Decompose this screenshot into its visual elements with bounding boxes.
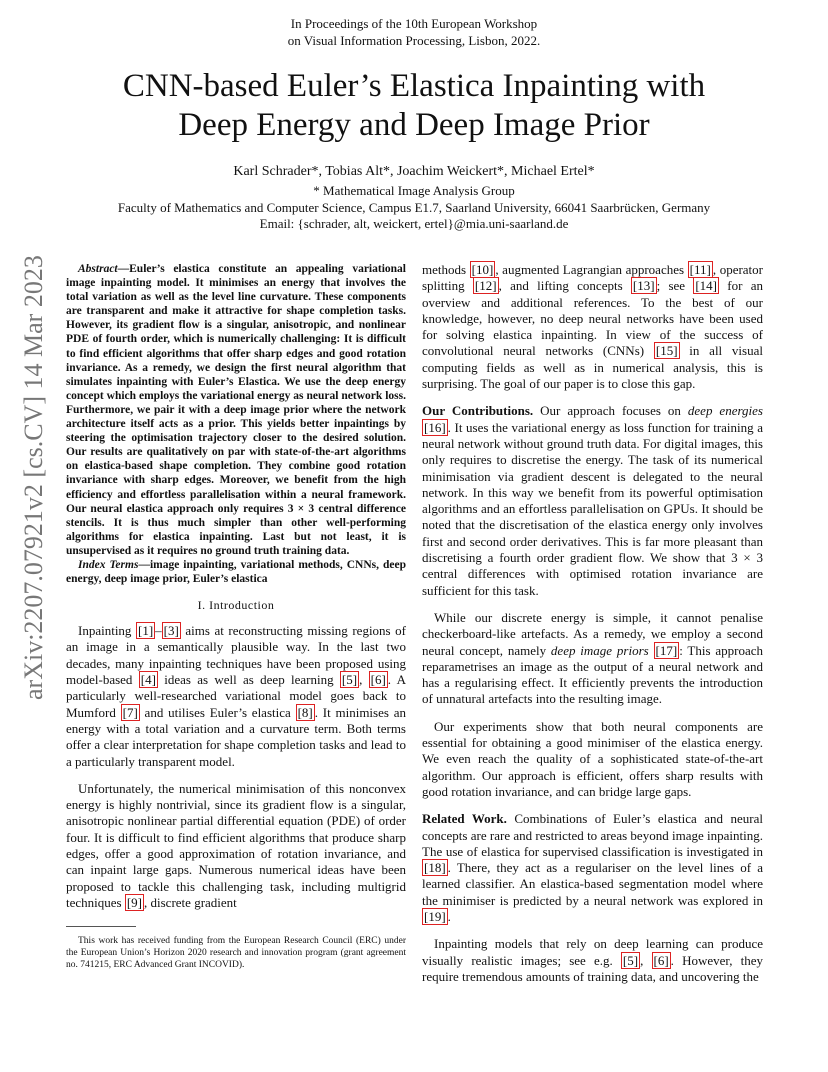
right-column [422,262,763,985]
citation-link[interactable]: [13] [632,278,655,294]
deep-learning-paragraph [422,936,763,985]
index-terms-text: —image inpainting, variational methods, CNNs, deep energy, deep image prior, Euler’s elastica [66,558,406,586]
citation-link[interactable]: [3] [163,623,179,639]
citation-link[interactable]: [8] [297,704,313,720]
citation-link[interactable]: [5] [341,672,358,688]
funding-footnote: This work has received funding from the European Research Council (ERC) under the European Union’s Horizon 2020 research and innovation program (grant agreement no. 741215, ERC Advanced Grant INCOVID). [66,936,406,970]
citation-link[interactable]: [17] [655,642,678,658]
text-run: . [447,908,451,924]
citation-link[interactable]: [9] [126,894,143,910]
venue-line [0,15,828,49]
text-run: – [155,623,162,639]
venue-line-2: on Visual Information Processing, Lisbon, 2022. [287,33,541,48]
author-list: Karl Schrader*, Tobias Alt*, Joachim Weickert*, Michael Ertel* [233,164,595,179]
intro-paragraph-2 [66,781,406,911]
footnote-rule [66,926,136,927]
text-run: . There, they act as a regulariser on the level lines of a learned classifier. An elastica-based segmentation model where the minimiser is predicted by a neural network was explored in [422,860,763,908]
text-run: While our discrete energy is simple, it cannot penalise checkerboard-like artefacts. As a remedy, we employ a second neural concept, namely [422,609,763,658]
citation-link[interactable]: [18] [424,860,446,876]
text-run: Inpainting [78,623,136,639]
citation-link[interactable]: [10] [471,262,494,277]
faculty-address: Faculty of Mathematics and Computer Science, Campus E1.7, Saarland University, 66041 Saarbrücken, Germany [117,200,711,215]
text-run: , operator splitting [422,262,763,294]
citation-link[interactable]: [6] [370,672,386,688]
related-work-label: Related Work. [422,811,507,827]
citation-link[interactable]: [14] [695,278,718,294]
citation-link[interactable]: [7] [122,704,138,720]
citation-link[interactable]: [5] [622,952,639,968]
arxiv-stamp-text: arXiv:2207.07921v2 [cs.CV] 14 Mar 2023 [19,255,48,700]
abstract-label: Abstract [78,263,118,275]
text-run: , [359,672,369,688]
index-terms-label: Index Terms [78,558,139,571]
text-run: . It uses the variational energy as loss function for training a neural network without ground truth data. For digital images, this only requires to discretise the energy. The task of its numerical minimisation via gradient descent is delegated to the neural network. In this way we benefit from its powerful optimisation algorithms and an effortless parallelisation on GPUs. It should be noted that the discretisation of the elastica energy only involves first and second order derivatives. This is far more pleasant than discretising a fourth order gradient flow. We show that 3 × 3 central differences with optimised rotation invariance are sufficient for this task. [422,419,763,598]
text-run: Inpainting models that rely on deep learning can produce visually realistic images; see e.g. [422,936,763,968]
text-run: deep image priors [550,642,649,658]
index-terms [66,558,406,586]
affiliation-group: * Mathematical Image Analysis Group [313,183,515,198]
abstract [66,262,406,558]
text-run: : This approach reparametrises an image as the output of a neural network and has a regularising effect. It efficiently prevents the introduction of unnatural artefacts into the resulting image. [422,642,763,707]
text-run: and utilises Euler’s elastica [139,704,296,720]
intro-paragraph-1 [66,623,406,770]
text-run: methods [422,262,470,277]
text-run: ; see [656,278,694,294]
text-run: , augmented Lagrangian approaches [495,262,688,277]
related-work-paragraph [422,811,763,925]
citation-link[interactable]: [12] [474,278,497,294]
citation-link[interactable]: [11] [689,262,711,277]
arxiv-stamp [7,255,48,700]
text-run: . A particularly well-researched variational model goes back to Mumford [66,672,407,720]
intro-paragraph-2-continued [422,262,763,392]
title-line-1: CNN-based Euler’s Elastica Inpainting with [122,68,706,104]
abstract-text: —Euler’s elastica constitute an appealing variational image inpainting model. It minimises an energy that involves the total variation as well as the level line curvature. These components are transparent and make it attractive for shape completion tasks. However, its gradient flow is a singular, anisotropic, and nonlinear PDE of fourth order, which is numerically challenging: It is difficult to find efficient algorithms that offer sharp edges and good rotation invariance. As a remedy, we design the first neural algorithm that simulates inpainting with Euler’s Elastica. We use the deep energy concept which employs the variational energy as neural network loss. Furthermore, we pair it with a deep image prior where the network architecture itself acts as a prior. This yields better inpaintings by steering the optimisation trajectory closer to the desired solution. Our results are qualitatively on par with state-of-the-art algorithms on elastica-based shape completion. They combine good rotation invariance with sharp edges. Moreover, we benefit from the high efficiency and effortless parallelisation within a neural framework. Our neural elastica approach only requires 3 × 3 central difference stencils. It is thus much simpler than other well-performing algorithms for elastica inpainting. Last but not least, it is unsupervised as it requires no ground truth training data. [66,263,406,557]
paper-title [0,67,828,145]
left-column [66,262,406,911]
section-heading-introduction: I. Introduction [197,598,275,613]
text-run [649,643,654,658]
title-line-2: Deep Energy and Deep Image Prior [178,107,650,143]
text-run: Our approach focuses on [533,403,688,419]
text-run: Unfortunately, the numerical minimisation of this nonconvex energy is highly nontrivial, since its gradient flow is a singular, anisotropic nonlinear partial differential equation (PDE) of order four. It is difficult to find efficient algorithms that produce sharp edges, offer a good approximation of rotation invariance, and can inpaint large gaps. Numerous numerical ideas have been proposed to tackle this challenging task, including multigrid techniques [66,780,406,910]
text-run: Combinations of Euler’s elastica and neural concepts are rare and restricted to areas beyond image inpainting. The use of elastica for supervised classification is investigated in [422,811,763,859]
citation-link[interactable]: [6] [653,952,669,968]
text-run: in all visual computing fields as well as in numerical analysis, this is surprising. The goal of our paper is to close this gap. [422,343,763,392]
text-run: , discrete gradient [144,894,237,910]
text-run: . However, they require tremendous amounts of training data, and uncovering the [422,952,763,984]
citation-link[interactable]: [15] [655,343,678,359]
experiments-paragraph: Our experiments show that both neural components are essential for obtaining a good minimiser of the elastica energy. We even reach the quality of a sophisticated state-of-the-art algorithm. Our approach is efficient, offers sharp results with good rotation invariance, and can bridge large gaps. [422,718,763,799]
citation-link[interactable]: [4] [140,672,156,688]
citation-link[interactable]: [19] [424,908,446,924]
deep-image-prior-paragraph [422,610,763,708]
text-run: for an overview and additional references. To the best of our knowledge, however, no deep neural networks have been used for solving elastica inpainting. In view of the success of convolutional neural networks (CNNs) [422,278,763,359]
citation-link[interactable]: [1] [138,623,154,639]
text-run: ideas as well as deep learning [157,672,340,688]
text-run: , [640,952,652,968]
author-email: Email: {schrader, alt, weickert, ertel}@mia.uni-saarland.de [259,216,569,231]
venue-line-1: In Proceedings of the 10th European Workshop [290,16,538,31]
text-run: deep energies [687,403,763,419]
text-run: . It minimises an energy with a total variation and a curvature term. Both terms offer a clear interpretation for shape completion tasks and lead to a particularly transparent model. [66,704,406,769]
citation-link[interactable]: [16] [424,419,446,435]
contributions-paragraph [422,403,763,599]
contributions-label: Our Contributions. [422,403,534,419]
text-run: , and lifting concepts [498,278,631,294]
text-run: aims at reconstructing missing regions of an image in a semantically plausible way. In the last two decades, many inpainting techniques have been proposed using model-based [66,623,407,688]
